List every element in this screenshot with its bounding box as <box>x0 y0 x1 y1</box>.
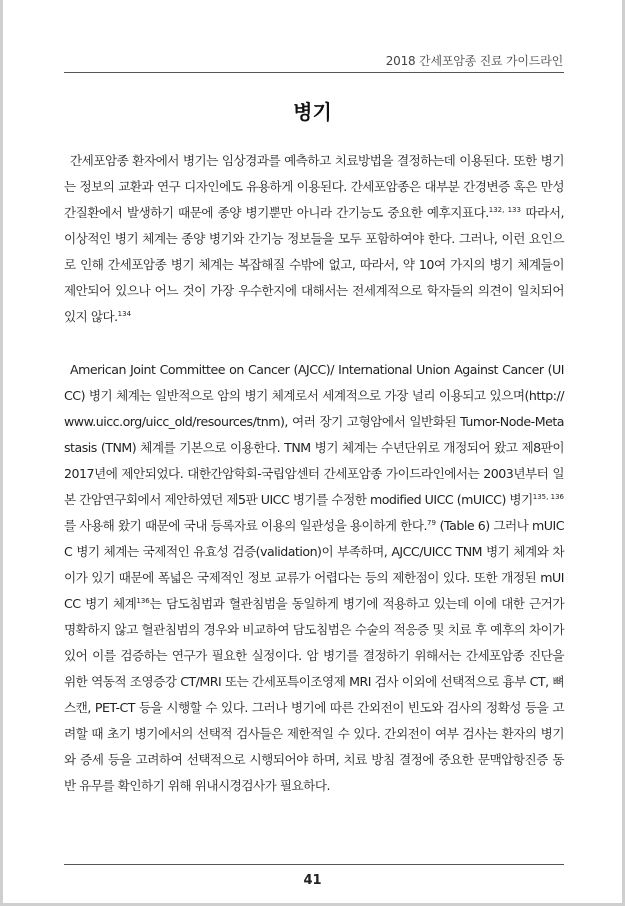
paragraph-intro <box>64 148 564 330</box>
section-title: 병기 <box>293 100 332 124</box>
footer-divider <box>64 864 564 865</box>
paragraph-intro-text-2: 따라서, 이상적인 병기 체계는 종양 병기와 간기능 정보들을 모두 포함하여야 한다. 그러나, 이런 요인으로 인해 간세포암종 병기 체계는 복잡해질 수밖에 없고, 따라서, 약 10여 가지의 병기 체계들이 제안되어 있으나 어느 것이 가장 우수한지에 대해서는 전세계적으로 학자들의 의견이 일치되어 있지 않다. <box>64 205 564 324</box>
citation-ref: 134 <box>117 309 132 318</box>
paragraph-staging-text-1: American Joint Committee on Cancer (AJCC)/ International Union Against Cancer (UICC) 병기 체계는 일반적으로 암의 병기 체계로서 세계적으로 가장 널리 이용되고 있으며(http://www.uicc.org/uicc_old/resources/tnm), 여러 장기 고형암에서 일반화된 Tumor-Node-Metastasis (TNM) 체계를 기본으로 이용한다. TNM 병기 체계는 수년단위로 개정되어 왔고 제8판이 2017년에 제안되었다. 대한간암학회-국립암센터 간세포암종 가이드라인에서는 2003년부터 일본 간암연구회에서 제안하였던 제5판 UICC 병기를 수정한 modified UICC (mUICC) 병기 <box>64 362 564 507</box>
citation-ref: 79 <box>427 518 436 527</box>
paragraph-intro-text-1: 간세포암종 환자에서 병기는 임상경과를 예측하고 치료방법을 결정하는데 이용된다. 또한 병기는 정보의 교환과 연구 디자인에도 유용하게 이용된다. 간세포암종은 대부분 간경변증 혹은 만성 간질환에서 발생하기 때문에 종양 병기뿐만 아니라 간기능도 중요한 예후지표다. <box>64 153 564 220</box>
paragraph-staging-text-3: (Table 6) 그러나 mUICC 병기 체계는 국제적인 유효성 검증(validation)이 부족하며, AJCC/UICC TNM 병기 체계와 차이가 있기 때문에 폭넓은 국제적인 정보 교류가 어렵다는 등의 제한점이 있다. 또한 개정된 mUICC 병기 체계 <box>64 518 564 611</box>
page-number: 41 <box>303 873 322 888</box>
citation-ref: 132, 133 <box>488 205 521 214</box>
header-divider <box>64 72 564 73</box>
citation-ref: 135, 136 <box>532 492 564 501</box>
paragraph-staging-text-2: 를 사용해 왔기 때문에 국내 등록자료 이용의 일관성을 용이하게 한다. <box>64 518 428 533</box>
citation-ref: 136 <box>136 596 150 605</box>
paragraph-staging-systems <box>64 357 564 799</box>
page-edge-left <box>0 0 3 906</box>
running-header: 2018 간세포암종 진료 가이드라인 <box>385 54 563 68</box>
paragraph-staging-text-4: 는 담도침범과 혈관침범을 동일하게 병기에 적용하고 있는데 이에 대한 근거가 명확하지 않고 혈관침범의 경우와 비교하여 담도침범은 수술의 적응증 및 치료 후 예후의 차이가 있어 이를 검증하는 연구가 필요한 실정이다. 암 병기를 결정하기 위해서는 간세포암종 진단을 위한 역동적 조영증강 CT/MRI 또는 간세포특이조영제 MRI 검사 이외에 선택적으로 흉부 CT, 뼈 스캔, PET-CT 등을 시행할 수 있다. 그러나 병기에 따른 간외전이 빈도와 검사의 정확성 등을 고려할 때 초기 병기에서의 선택적 검사들은 제한적일 수 있다. 간외전이 여부 검사는 환자의 병기와 증세 등을 고려하여 선택적으로 시행되어야 하며, 치료 방침 결정에 중요한 문맥압항진증 동반 유무를 확인하기 위해 위내시경검사가 필요하다. <box>64 596 564 793</box>
